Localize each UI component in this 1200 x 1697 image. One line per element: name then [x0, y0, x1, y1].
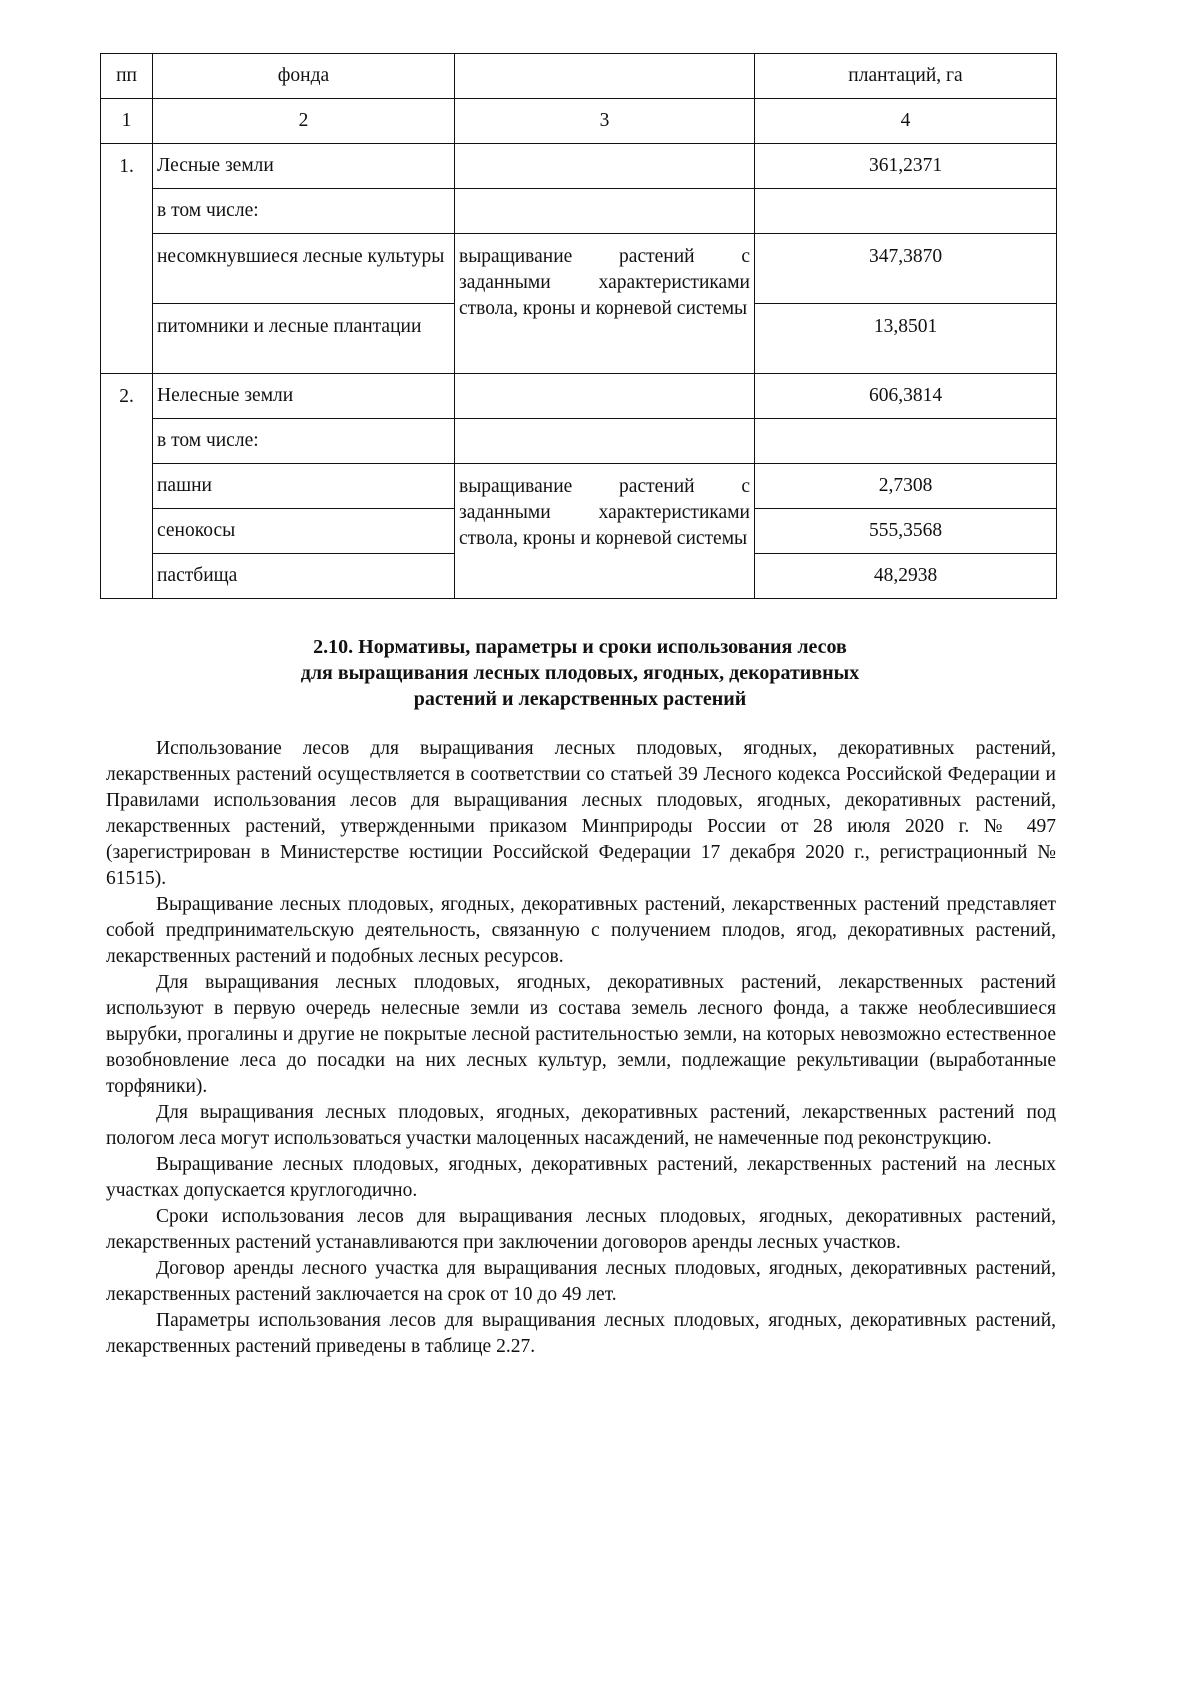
section-heading	[100, 634, 1060, 712]
col-number: 3	[455, 99, 755, 144]
col-number: 2	[153, 99, 455, 144]
paragraph: Выращивание лесных плодовых, ягодных, декоративных растений, лекарственных растений на лесных участках допускается круглогодично.	[106, 1154, 1056, 1201]
paragraph: Для выращивания лесных плодовых, ягодных, декоративных растений, лекарственных растений используют в первую очередь нелесные земли из состава земель лесного фонда, а также необлесившиеся вырубки, прогалины и другие не покрытые лесной растительностью земли, на которых невозможно естественное возобновление леса до посадки на них лесных культур, земли, подлежащие рекультивации (выработанные торфяники).	[106, 972, 1056, 1097]
area-value: 2,7308	[755, 464, 1057, 509]
paragraph: Сроки использования лесов для выращивания лесных плодовых, ягодных, декоративных растений, лекарственных растений устанавливаются при заключении договоров аренды лесных участков.	[106, 1206, 1056, 1253]
heading-line: для выращивания лесных плодовых, ягодных, декоративных	[300, 662, 860, 684]
land-subcategory: несомкнувшиеся лесные культуры	[153, 234, 455, 304]
table-row-group-total	[101, 144, 1057, 189]
row-number: 2.	[101, 374, 153, 599]
col-number: 4	[755, 99, 1057, 144]
area-value: 555,3568	[755, 509, 1057, 554]
subheader-label: в том числе:	[153, 189, 455, 234]
table-row-subheader	[101, 189, 1057, 234]
paragraph: Для выращивания лесных плодовых, ягодных, декоративных растений, лекарственных растений под пологом леса могут использоваться участки малоценных насаждений, не намеченные под реконструкцию.	[106, 1102, 1056, 1149]
area-value	[755, 419, 1057, 464]
table-row-subheader	[101, 419, 1057, 464]
land-category: Лесные земли	[153, 144, 455, 189]
paragraph: Использование лесов для выращивания лесных плодовых, ягодных, декоративных растений, лекарственных растений осуществляется в соответствии со статьей 39 Лесного кодекса Российской Федерации и Правилами использования лесов для выращивания лесных плодовых, ягодных, декоративных растений, лекарственных растений, утвержденными приказом Минприроды России от 28 июля 2020 г. № 497 (зарегистрирован в Министерстве юстиции Российской Федерации 17 декабря 2020 г., регистрационный № 61515).	[106, 738, 1056, 889]
area-value: 48,2938	[755, 554, 1057, 599]
header-cell-num: пп	[101, 54, 153, 99]
subheader-label: в том числе:	[153, 419, 455, 464]
heading-line: растений и лекарственных растений	[413, 688, 747, 710]
table-row	[101, 464, 1057, 509]
paragraph: Договор аренды лесного участка для выращивания лесных плодовых, ягодных, декоративных растений, лекарственных растений заключается на срок от 10 до 49 лет.	[106, 1258, 1056, 1305]
col-number: 1	[101, 99, 153, 144]
land-category: Нелесные земли	[153, 374, 455, 419]
purpose-cell: выращивание растений с заданными характеристиками ствола, кроны и корневой системы	[455, 234, 755, 374]
column-numbers-row	[101, 99, 1057, 144]
section-body	[106, 736, 1056, 1360]
purpose-cell: выращивание растений с заданными характеристиками ствола, кроны и корневой системы	[455, 464, 755, 599]
land-subcategory: питомники и лесные плантации	[153, 304, 455, 374]
area-value	[755, 189, 1057, 234]
row-number: 1.	[101, 144, 153, 374]
purpose-cell	[455, 374, 755, 419]
table-row	[101, 234, 1057, 304]
table-row-group-total	[101, 374, 1057, 419]
paragraph: Выращивание лесных плодовых, ягодных, декоративных растений, лекарственных растений представляет собой предпринимательскую деятельность, связанную с получением плодов, ягод, декоративных растений, лекарственных растений и подобных лесных ресурсов.	[106, 894, 1056, 967]
purpose-cell	[455, 189, 755, 234]
land-subcategory: пашни	[153, 464, 455, 509]
header-cell-purpose	[455, 54, 755, 99]
land-subcategory: сенокосы	[153, 509, 455, 554]
land-subcategory: пастбища	[153, 554, 455, 599]
header-cell-category: фонда	[153, 54, 455, 99]
paragraph: Параметры использования лесов для выращивания лесных плодовых, ягодных, декоративных растений, лекарственных растений приведены в таблице 2.27.	[106, 1310, 1056, 1357]
area-value: 361,2371	[755, 144, 1057, 189]
purpose-cell	[455, 144, 755, 189]
table-header-row	[101, 54, 1057, 99]
area-value: 13,8501	[755, 304, 1057, 374]
area-value: 347,3870	[755, 234, 1057, 304]
purpose-cell	[455, 419, 755, 464]
land-use-table	[100, 53, 1057, 599]
header-cell-area: плантаций, га	[755, 54, 1057, 99]
heading-line: 2.10. Нормативы, параметры и сроки использования лесов	[313, 636, 847, 658]
area-value: 606,3814	[755, 374, 1057, 419]
